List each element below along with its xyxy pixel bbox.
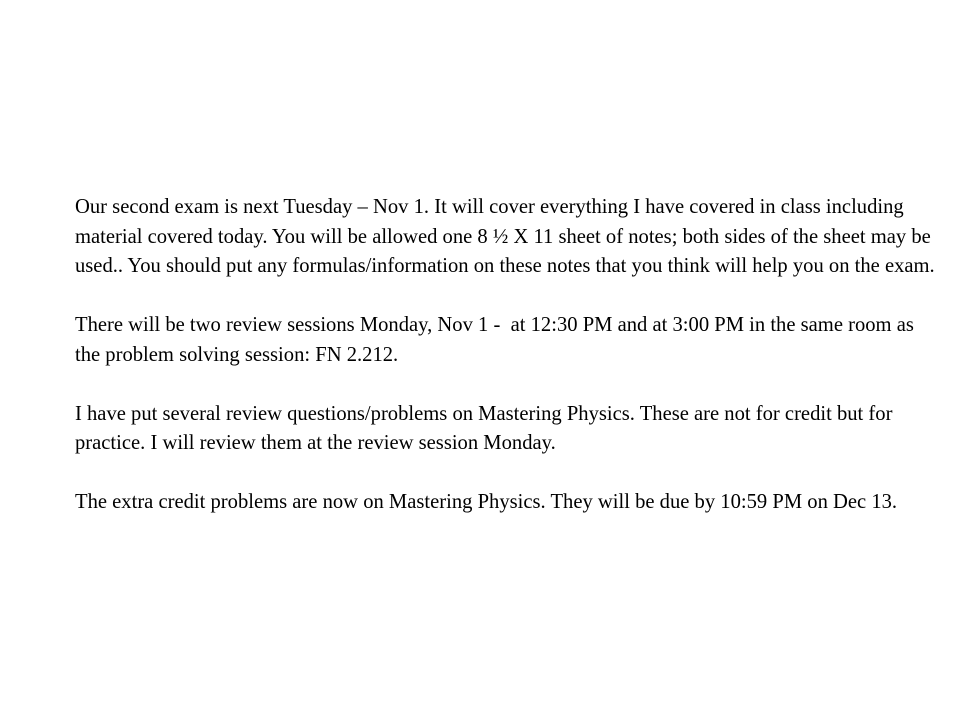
- announcement-text: [75, 193, 935, 518]
- review-sessions-announcement: There will be two review sessions Monday, Nov 1 - at 12:30 PM and at 3:00 PM in the same room as the problem solving session: FN 2.212.: [75, 314, 920, 366]
- extra-credit-announcement: The extra credit problems are now on Mastering Physics. They will be due by 10:59 PM on Dec 13.: [75, 491, 898, 513]
- review-questions-announcement: I have put several review questions/problems on Mastering Physics. These are not for credit but for practice. I will review them at the review session Monday.: [75, 402, 898, 454]
- exam-announcement: Our second exam is next Tuesday – Nov 1. It will cover everything I have covered in class including material covered today. You will be allowed one 8 ½ X 11 sheet of notes; both sides of the sheet may be used.. You should put any formulas/information on these notes that you think will help you on the exam.: [75, 196, 936, 277]
